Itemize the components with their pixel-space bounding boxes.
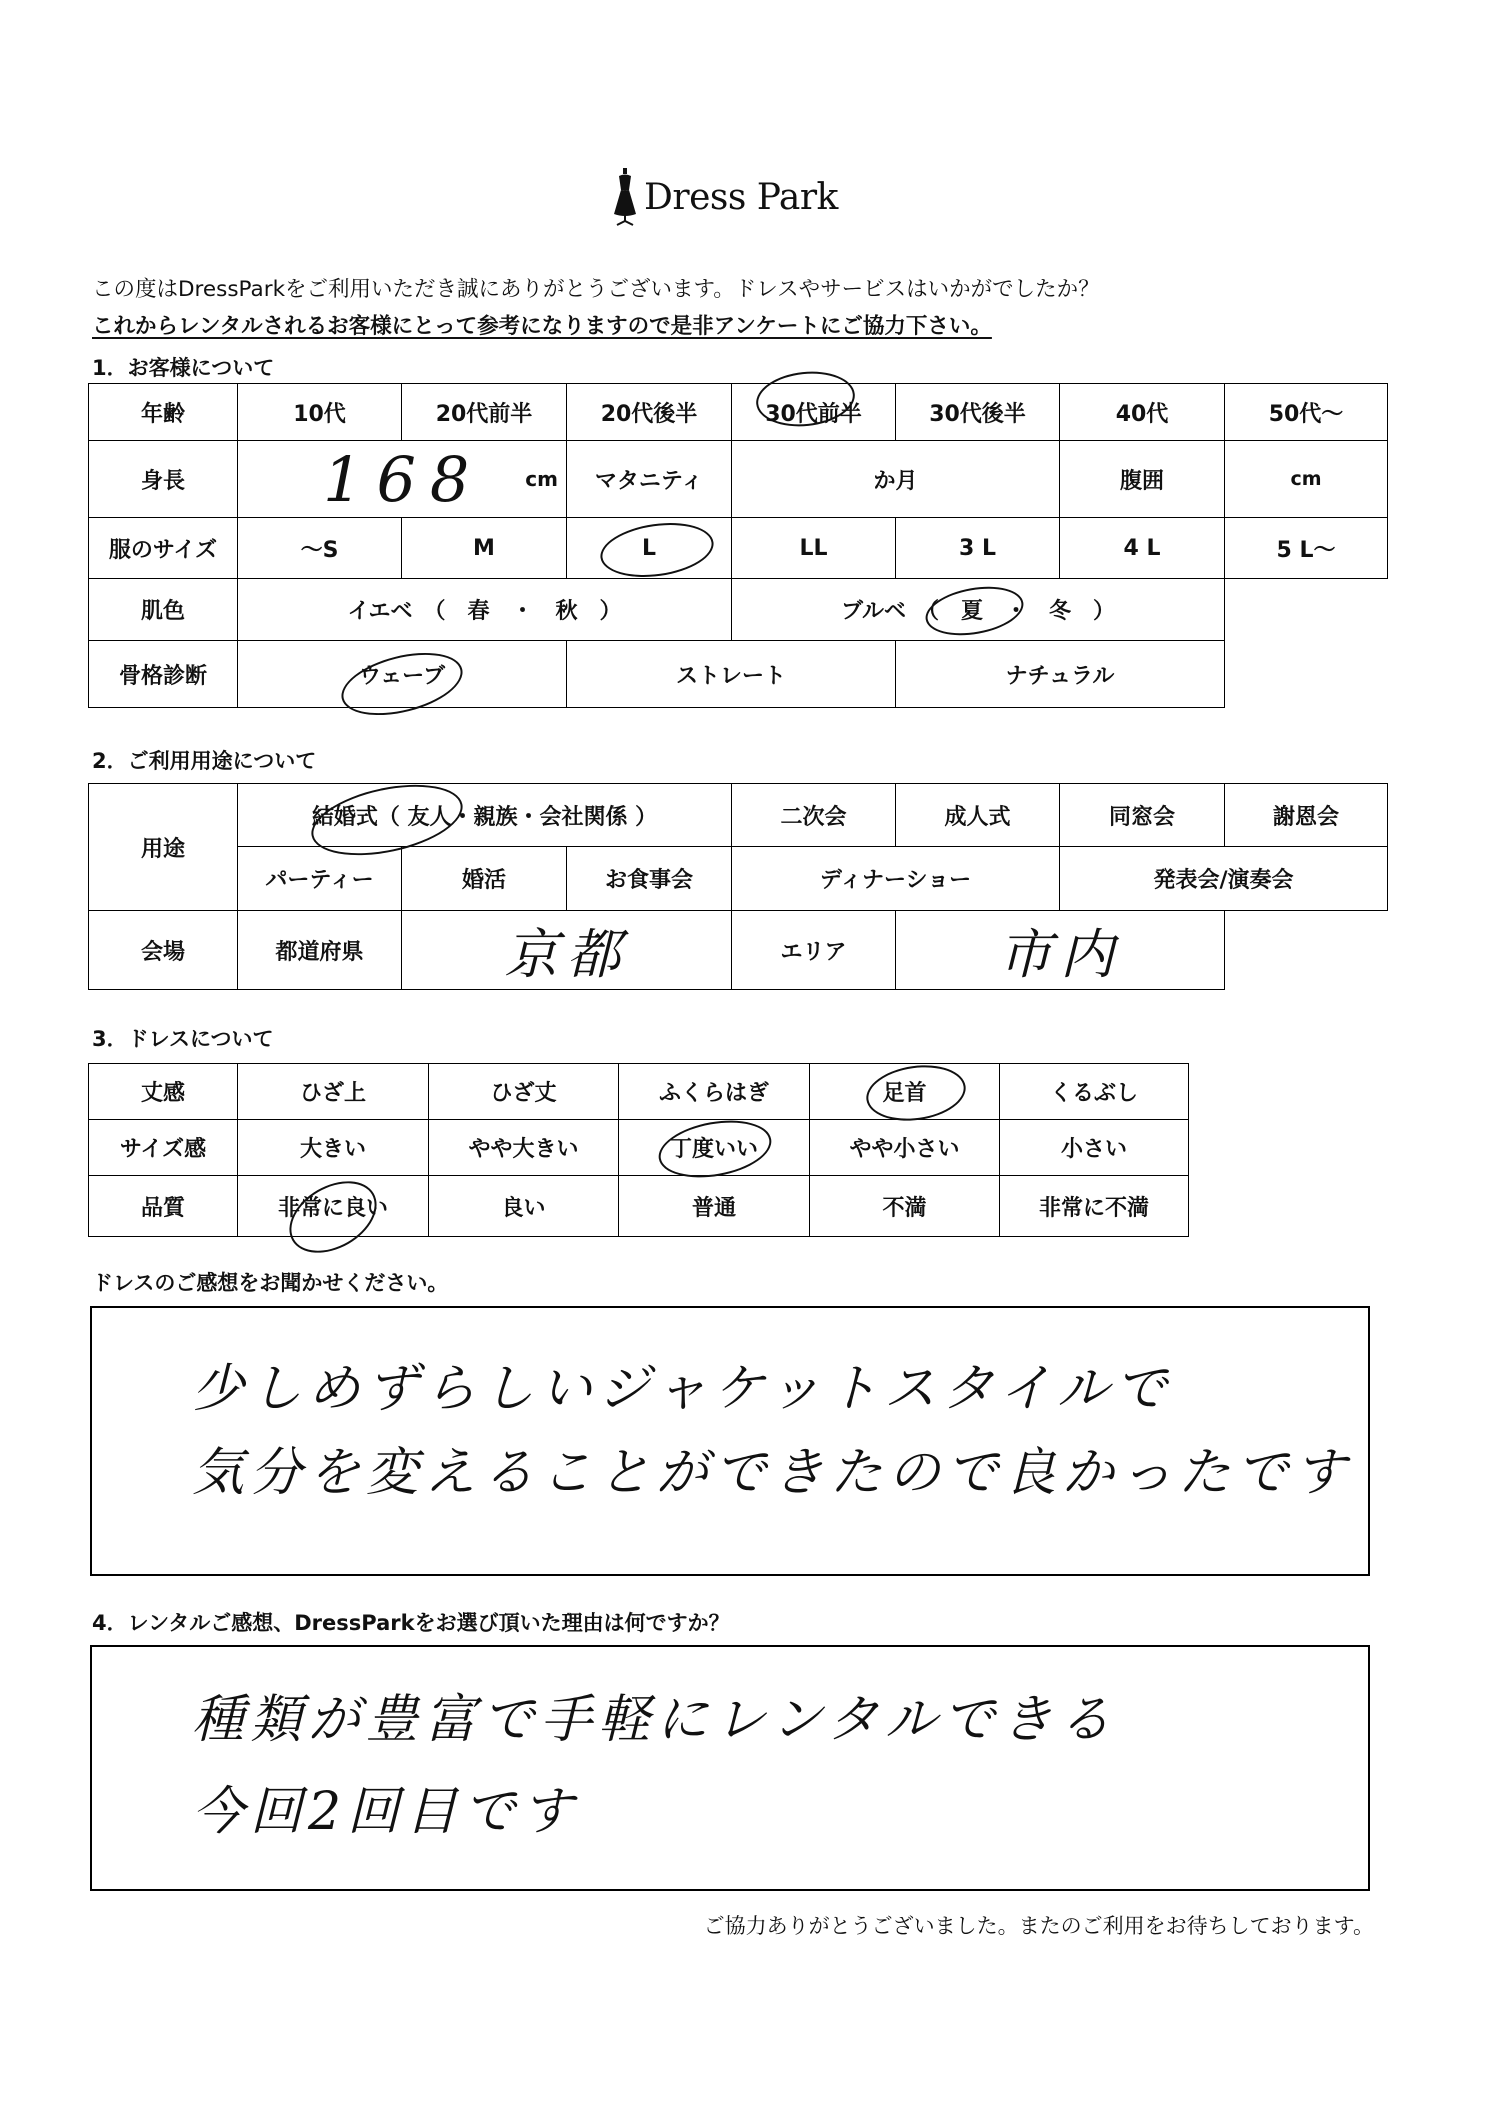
- skin-yellow-option[interactable]: イエベ （ 春 ・ 秋 ）: [237, 578, 732, 641]
- age-option-30s-early[interactable]: 30代前半: [731, 383, 896, 441]
- section-3-title: 3．ドレスについて: [92, 1027, 274, 1051]
- fit-option-large[interactable]: 大きい: [237, 1119, 429, 1176]
- purpose-dinner[interactable]: お食事会: [566, 846, 732, 911]
- quality-option-unsatisfied[interactable]: 不満: [809, 1175, 1000, 1237]
- venue-label: 会場: [88, 910, 238, 990]
- quality-option-good[interactable]: 良い: [428, 1175, 619, 1237]
- dresspark-logo: [612, 168, 838, 226]
- dress-form-icon: [612, 168, 638, 226]
- age-option-20s-early[interactable]: 20代前半: [401, 383, 567, 441]
- section-1-title: 1．お客様について: [92, 356, 275, 380]
- quality-label: 品質: [88, 1175, 238, 1237]
- fit-label: サイズ感: [88, 1119, 238, 1176]
- age-option-20s-late[interactable]: 20代後半: [566, 383, 732, 441]
- purpose-afterparty[interactable]: 二次会: [731, 783, 896, 847]
- height-value: 168: [323, 442, 484, 516]
- height-unit: cm: [525, 467, 558, 491]
- purpose-dinner-show[interactable]: ディナーショー: [731, 846, 1060, 911]
- age-option-40s[interactable]: 40代: [1059, 383, 1225, 441]
- prefecture-value: 京都: [504, 922, 629, 986]
- quality-option-very-unsatisfied[interactable]: 非常に不満: [999, 1175, 1189, 1237]
- size-option-5l[interactable]: 5 L～: [1224, 517, 1388, 579]
- purpose-reunion[interactable]: 同窓会: [1059, 783, 1225, 847]
- dress-comment-line-1: 少しめずらしいジャケットスタイルで: [192, 1359, 1173, 1419]
- length-option-calf[interactable]: ふくらはぎ: [618, 1063, 810, 1120]
- closing-message: ご協力ありがとうございました。またのご利用をお待ちしております。: [703, 1914, 1374, 1938]
- purpose-party[interactable]: パーティー: [237, 846, 402, 911]
- area-label: エリア: [731, 910, 896, 990]
- fit-option-small[interactable]: 小さい: [999, 1119, 1189, 1176]
- size-option-3l[interactable]: 3 L: [895, 517, 1060, 579]
- age-option-30s-late[interactable]: 30代後半: [895, 383, 1060, 441]
- dress-comment-line-2: 気分を変えることができたので良かったです: [192, 1443, 1353, 1503]
- age-label: 年齢: [88, 383, 238, 441]
- size-option-4l[interactable]: 4 L: [1059, 517, 1225, 579]
- skin-color-label: 肌色: [88, 578, 238, 641]
- size-option-m[interactable]: M: [401, 517, 567, 579]
- size-option-s[interactable]: ～S: [237, 517, 402, 579]
- quality-option-average[interactable]: 普通: [618, 1175, 810, 1237]
- waist-field[interactable]: [1224, 440, 1388, 518]
- dress-comment-box[interactable]: [90, 1306, 1370, 1576]
- length-option-knee[interactable]: ひざ丈: [428, 1063, 619, 1120]
- size-option-l[interactable]: L: [566, 517, 732, 579]
- area-field[interactable]: [895, 910, 1225, 990]
- length-label: 丈感: [88, 1063, 238, 1120]
- age-option-10s[interactable]: 10代: [237, 383, 402, 441]
- skin-blue-option[interactable]: ブルベ （ 夏 ・ 冬 ）: [731, 578, 1225, 641]
- purpose-konkatsu[interactable]: 婚活: [401, 846, 567, 911]
- length-option-anklebone[interactable]: くるぶし: [999, 1063, 1189, 1120]
- height-label: 身長: [88, 440, 238, 518]
- fit-option-slightly-large[interactable]: やや大きい: [428, 1119, 619, 1176]
- section-4-title: 4．レンタルご感想、DressParkをお選び頂いた理由は何ですか？: [92, 1611, 730, 1635]
- maternity-label: マタニティ: [566, 440, 732, 518]
- purpose-recital[interactable]: 発表会/演奏会: [1059, 846, 1388, 911]
- logo-text: Dress Park: [644, 176, 838, 218]
- maternity-field[interactable]: [731, 440, 1060, 518]
- section-2-title: 2．ご利用用途について: [92, 749, 317, 773]
- prefecture-field[interactable]: [401, 910, 732, 990]
- purpose-coming-of-age[interactable]: 成人式: [895, 783, 1060, 847]
- skeleton-label: 骨格診断: [88, 640, 238, 708]
- dress-comment-prompt: ドレスのご感想をお聞かせください。: [92, 1271, 449, 1295]
- waist-label: 腹囲: [1059, 440, 1225, 518]
- maternity-unit: か月: [873, 468, 918, 494]
- length-option-above-knee[interactable]: ひざ上: [237, 1063, 429, 1120]
- intro-line-1: この度はDressParkをご利用いただき誠にありがとうございます。ドレスやサービスはいかがでしたか？: [92, 277, 1100, 302]
- size-option-ll[interactable]: LL: [731, 517, 896, 579]
- size-label: 服のサイズ: [88, 517, 238, 579]
- age-option-50s[interactable]: 50代～: [1224, 383, 1388, 441]
- intro-line-2: これからレンタルされるお客様にとって参考になりますので是非アンケートにご協力下さい。: [92, 314, 992, 339]
- reason-comment-line-2: 今回2回目です: [192, 1782, 580, 1842]
- reason-comment-box[interactable]: [90, 1645, 1370, 1891]
- fit-option-just-right[interactable]: 丁度いい: [618, 1119, 810, 1176]
- prefecture-label: 都道府県: [237, 910, 402, 990]
- purpose-label: 用途: [88, 783, 238, 911]
- skeleton-option-straight[interactable]: ストレート: [566, 640, 896, 708]
- fit-option-slightly-small[interactable]: やや小さい: [809, 1119, 1000, 1176]
- quality-option-very-good[interactable]: 非常に良い: [237, 1175, 429, 1237]
- waist-unit: cm: [1290, 468, 1322, 490]
- skeleton-option-natural[interactable]: ナチュラル: [895, 640, 1225, 708]
- reason-comment-line-1: 種類が豊富で手軽にレンタルできる: [192, 1690, 1117, 1750]
- length-option-ankle[interactable]: 足首: [809, 1063, 1000, 1120]
- area-value: 市内: [998, 922, 1122, 986]
- height-field[interactable]: [237, 440, 567, 518]
- skeleton-option-wave[interactable]: ウェーブ: [237, 640, 567, 708]
- purpose-wedding[interactable]: 結婚式（ 友人・親族・会社関係 ）: [237, 783, 732, 847]
- purpose-thanks-party[interactable]: 謝恩会: [1224, 783, 1388, 847]
